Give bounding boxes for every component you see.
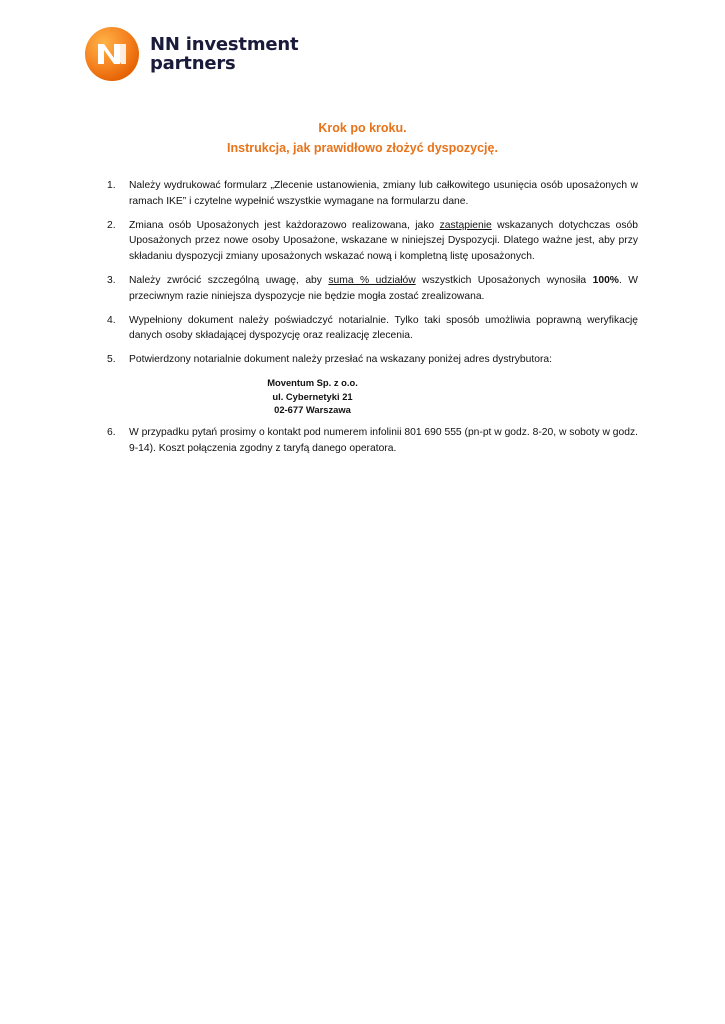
item-text-post: . W przeciwnym razie niniejsza dyspozycje nie będzie mogła zostać zrealizowana. — [129, 274, 638, 302]
item-number: 6. — [107, 426, 116, 438]
item-text: Należy wydrukować formularz „Zlecenie ustanowienia, zmiany lub całkowitego usunięcia osób uposażonych w ramach IKE” i czytelne wypełnić wszystkie wymagane na formularzu dane. — [129, 180, 638, 207]
item-number: 4. — [107, 314, 116, 326]
item-number: 2. — [107, 219, 116, 231]
item-text-underlined: zastąpienie — [439, 219, 492, 231]
item-text-mid: wszystkich Uposażonych wynosiła — [415, 274, 593, 286]
page-title — [0, 118, 725, 158]
list-item — [107, 273, 638, 305]
brand-logo — [84, 26, 298, 82]
item-number: 1. — [107, 180, 116, 191]
item-text-post: wskazanych dotychczas osób Uposażonych przez nowe osoby Uposażone, wskazane w niniejszej Dyspozycji. Dlatego ważne jest, aby przy składaniu dyspozycji zmiany uposażonych wskazać nową i kompletną listę uposażonych. — [129, 219, 638, 263]
item-text: Wypełniony dokument należy poświadczyć notarialnie. Tylko taki sposób umożliwia poprawną weryfikację danych osoby składającej dyspozycję oraz realizację zlecenia. — [129, 314, 638, 342]
item-text-underlined: suma % udziałów — [328, 274, 416, 286]
list-item — [107, 352, 638, 368]
list-item — [107, 425, 638, 457]
distributor-address — [0, 376, 638, 417]
item-text: Potwierdzony notarialnie dokument należy przesłać na wskazany poniżej adres dystrybutora: — [129, 354, 552, 366]
brand-name — [150, 35, 298, 73]
list-item — [107, 178, 638, 210]
nn-logo-icon — [84, 26, 140, 82]
item-number: 5. — [107, 354, 116, 366]
instructions-list — [107, 178, 638, 464]
title-line-1: Krok po kroku. — [318, 121, 407, 135]
address-line-1: Moventum Sp. z o.o. — [267, 376, 358, 388]
brand-line-2: partners — [150, 53, 236, 74]
address-line-2: ul. Cybernetyki 21 — [272, 390, 353, 402]
list-item — [107, 313, 638, 345]
item-text-pre: Zmiana osób Uposażonych jest każdorazowo realizowana, jako — [129, 219, 440, 231]
title-line-2: Instrukcja, jak prawidłowo złożyć dyspozycję. — [227, 141, 498, 155]
address-line-3: 02-677 Warszawa — [274, 404, 351, 416]
item-text: W przypadku pytań prosimy o kontakt pod numerem infolinii 801 690 555 (pn-pt w godz. 8-20, w soboty w godz. 9-14). Koszt połączenia zgodny z taryfą danego operatora. — [129, 426, 638, 454]
item-text-pre: Należy zwrócić szczególną uwagę, aby — [129, 274, 329, 286]
list-item — [107, 218, 638, 265]
item-text-bold: 100% — [592, 274, 619, 286]
brand-line-1: NN investment — [150, 34, 299, 55]
item-number: 3. — [107, 274, 116, 286]
